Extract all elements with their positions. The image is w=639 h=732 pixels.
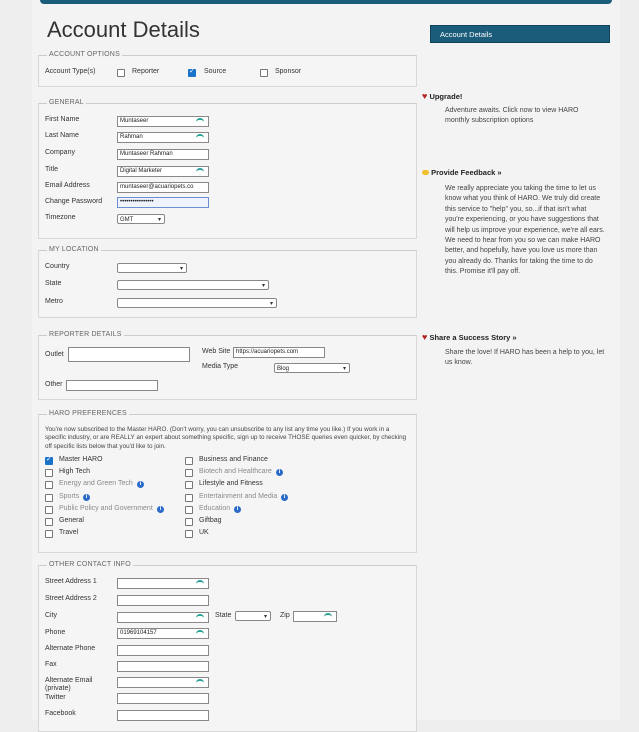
account-type-label: Account Type(s) — [45, 68, 96, 75]
password-manager-icon[interactable] — [196, 614, 204, 621]
haro-checkbox[interactable] — [185, 457, 193, 465]
feedback-text: We really appreciate you taking the time to let us know what you think of HARO. We truly did create this service to "help" you, so...if that isn't what you're experiencing, or you have suggestions that will help us improve your experience, we're all ears. We need to hear from you so we can make HARO better, and hopefully, have you love us more than you already do. Thanks for taking the time to do this. Promise it'll pay off. — [445, 185, 605, 276]
company-input[interactable]: Muntaseer Rahman — [117, 149, 209, 160]
upgrade-text: Adventure awaits. Click now to view HARO monthly subscription options — [445, 107, 579, 125]
password-manager-icon[interactable] — [196, 118, 204, 125]
city-label: City — [45, 612, 58, 619]
street2-label: Street Address 2 — [45, 595, 97, 602]
haro-checkbox[interactable] — [45, 494, 53, 502]
alt-email-label: Alternate Email (private) — [45, 677, 93, 692]
feedback-link[interactable] — [422, 168, 502, 177]
facebook-input[interactable] — [117, 710, 209, 721]
section-legend: OTHER CONTACT INFO — [49, 561, 131, 568]
password-input[interactable]: •••••••••••••••• — [117, 197, 209, 208]
haro-item-label: Education — [199, 504, 231, 512]
website-label: Web Site — [202, 348, 231, 355]
facebook-label: Facebook — [45, 710, 76, 717]
media-type-select[interactable] — [274, 363, 350, 373]
password-manager-icon[interactable] — [324, 613, 332, 620]
password-manager-icon[interactable] — [196, 679, 204, 686]
haro-item-label: Giftbag — [199, 517, 222, 524]
last-name-input[interactable] — [117, 132, 209, 143]
location-section — [38, 246, 417, 318]
email-label: Email Address — [45, 182, 90, 189]
section-legend: REPORTER DETAILS — [49, 331, 122, 338]
metro-select[interactable] — [117, 298, 277, 308]
street1-input[interactable] — [117, 578, 209, 589]
country-select[interactable] — [117, 263, 187, 273]
alt-phone-label: Alternate Phone — [45, 645, 96, 652]
info-icon[interactable]: i — [276, 469, 283, 476]
title-value: Digital Marketer — [120, 168, 163, 174]
timezone-select[interactable] — [117, 214, 165, 224]
timezone-label: Timezone — [45, 214, 76, 221]
contact-state-select[interactable] — [235, 611, 271, 621]
reporter-checkbox[interactable] — [117, 69, 125, 77]
top-bar — [40, 0, 612, 4]
speech-bubble-icon — [422, 170, 429, 175]
contact-state-label: State — [215, 612, 232, 619]
metro-label: Metro — [45, 298, 63, 305]
general-section — [38, 99, 417, 239]
first-name-input[interactable] — [117, 116, 209, 127]
haro-checkbox[interactable] — [45, 530, 53, 538]
chevron-down-icon: ▾ — [157, 217, 161, 223]
haro-checkbox[interactable] — [185, 494, 193, 502]
haro-checkbox[interactable] — [185, 518, 193, 526]
haro-description: You're now subscribed to the Master HARO. (Don't worry, you can unsubscribe to any list any time you like.) If you work in a specific industry, or are REALLY an expert about something specific, sign up to receive THOSE queries even quicker, by checking off specific lists below that you'd like to join. — [45, 426, 407, 450]
info-icon[interactable]: i — [83, 494, 90, 501]
other-input[interactable] — [66, 380, 158, 391]
heart-icon: ♥ — [422, 91, 428, 101]
haro-item-label: Travel — [59, 529, 79, 537]
upgrade-link[interactable] — [422, 91, 462, 101]
street2-input[interactable] — [117, 595, 209, 606]
haro-item-label: UK — [199, 529, 209, 537]
street1-label: Street Address 1 — [45, 578, 97, 585]
chevron-down-icon: ▾ — [269, 301, 273, 307]
page — [32, 0, 620, 720]
country-label: Country — [45, 263, 70, 270]
section-legend: HARO PREFERENCES — [49, 410, 127, 417]
last-name-label: Last Name — [45, 132, 79, 139]
phone-input[interactable] — [117, 628, 209, 639]
media-type-value: Blog — [277, 366, 290, 372]
section-legend: ACCOUNT OPTIONS — [49, 51, 120, 58]
info-icon[interactable]: i — [234, 506, 241, 513]
source-checkbox[interactable] — [188, 69, 196, 77]
chevron-down-icon: ▾ — [261, 283, 265, 289]
page-title: Account Details — [47, 17, 200, 42]
timezone-value: GMT — [120, 217, 134, 223]
state-label: State — [45, 280, 62, 287]
other-label: Other — [45, 381, 63, 388]
section-legend: GENERAL — [49, 99, 84, 106]
website-input[interactable]: https://acuariopets.com — [233, 347, 325, 358]
info-icon[interactable]: i — [157, 506, 164, 513]
alt-email-input[interactable] — [117, 677, 209, 688]
haro-item-label: Business and Finance — [199, 456, 268, 463]
haro-item-label: Master HARO — [59, 456, 103, 463]
upgrade-title: Upgrade! — [429, 92, 463, 101]
fax-input[interactable] — [117, 661, 209, 672]
sponsor-label: Sponsor — [275, 68, 302, 75]
feedback-title: Provide Feedback » — [431, 168, 502, 177]
success-title: Share a Success Story » — [429, 333, 517, 342]
haro-checkbox[interactable] — [45, 469, 53, 477]
contact-section — [38, 561, 417, 732]
password-manager-icon[interactable] — [196, 168, 204, 175]
account-options-section — [38, 51, 417, 87]
haro-checkbox[interactable] — [185, 469, 193, 477]
alt-phone-input[interactable] — [117, 645, 209, 656]
phone-label: Phone — [45, 629, 66, 636]
chevron-down-icon: ▾ — [342, 366, 346, 372]
outlet-label: Outlet — [45, 351, 64, 358]
twitter-input[interactable] — [117, 693, 209, 704]
haro-item-label: General — [59, 517, 84, 524]
first-name-label: First Name — [45, 116, 80, 123]
haro-checkbox[interactable] — [45, 518, 53, 526]
section-legend: MY LOCATION — [49, 246, 99, 253]
haro-item-label: Sports — [59, 492, 80, 500]
first-name-value: Muntaseer — [120, 118, 149, 124]
haro-item-label: Biotech and Healthcare — [199, 468, 272, 476]
haro-checkbox[interactable] — [185, 506, 193, 514]
title-input[interactable] — [117, 166, 209, 177]
password-manager-icon[interactable] — [196, 134, 204, 141]
success-text: Share the love! If HARO has been a help to you, let us know. — [445, 349, 605, 367]
reporter-section — [38, 331, 417, 400]
info-icon[interactable]: i — [137, 481, 144, 488]
title-label: Title — [45, 166, 58, 173]
chevron-down-icon: ▾ — [179, 266, 183, 272]
haro-checkbox[interactable] — [185, 481, 193, 489]
sidebar-header[interactable]: Account Details — [430, 25, 610, 43]
source-label: Source — [204, 68, 227, 75]
email-input[interactable]: muntaseer@acuariopets.co — [117, 182, 209, 193]
heart-icon: ♥ — [422, 332, 428, 342]
haro-checkbox[interactable] — [45, 481, 53, 489]
haro-checkbox[interactable] — [45, 457, 53, 465]
company-label: Company — [45, 149, 75, 156]
city-input[interactable] — [117, 612, 209, 623]
last-name-value: Rahman — [120, 134, 143, 140]
haro-checkbox[interactable] — [45, 506, 53, 514]
password-manager-icon[interactable] — [196, 580, 204, 587]
phone-value: 01969104157 — [120, 630, 157, 636]
haro-item-label: Energy and Green Tech — [59, 480, 133, 488]
info-icon[interactable]: i — [281, 494, 288, 501]
haro-checkbox[interactable] — [185, 530, 193, 538]
success-story-link[interactable] — [422, 332, 517, 342]
password-manager-icon[interactable] — [196, 630, 204, 637]
haro-item-label: Public Policy and Government — [59, 504, 153, 512]
haro-item-label: High Tech — [59, 468, 91, 476]
state-select[interactable] — [117, 280, 269, 290]
zip-input[interactable] — [293, 611, 337, 622]
haro-preferences-section — [38, 410, 417, 553]
password-label: Change Password — [45, 198, 103, 205]
zip-label: Zip — [280, 612, 290, 619]
fax-label: Fax — [45, 661, 57, 668]
haro-item-label: Lifestyle and Fitness — [199, 480, 263, 488]
haro-item-label: Entertainment and Media — [199, 492, 278, 500]
media-type-label: Media Type — [202, 363, 239, 370]
outlet-input[interactable] — [68, 347, 190, 362]
chevron-down-icon: ▾ — [263, 614, 267, 620]
twitter-label: Twitter — [45, 694, 66, 701]
sponsor-checkbox[interactable] — [260, 69, 268, 77]
reporter-label: Reporter — [132, 68, 160, 75]
